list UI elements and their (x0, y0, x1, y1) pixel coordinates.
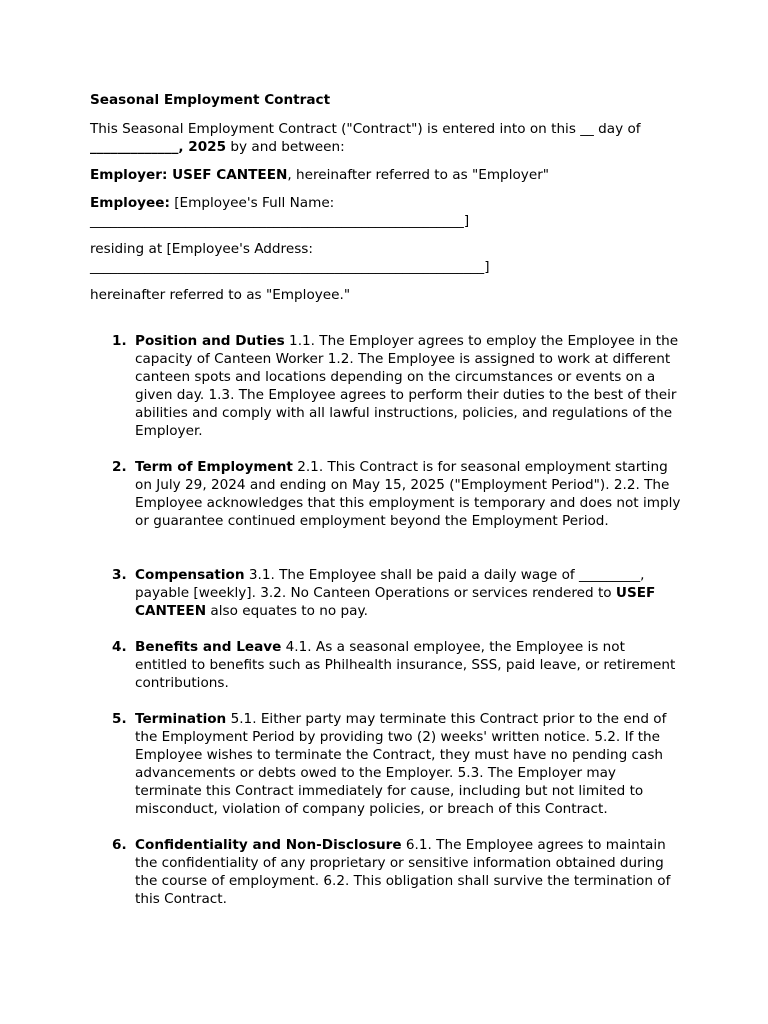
clause-text: 3.1. The Employee shall be paid a daily wage of _________, payable [weekly]. 3.2. No Canteen Operations or services rendered to (135, 567, 645, 601)
clause-text-tail: also equates to no pay. (206, 603, 368, 619)
clause-heading: Termination (135, 711, 227, 727)
employee-address-prompt: residing at [Employee's Address: (90, 241, 313, 257)
employee-referred-paragraph: hereinafter referred to as "Employee." (90, 287, 351, 303)
clause-list (90, 332, 690, 908)
employer-text: , hereinafter referred to as "Employer" (287, 167, 550, 183)
clause-compensation (90, 566, 681, 620)
clause-benefits-and-leave (90, 638, 681, 692)
document-title: Seasonal Employment Contract (90, 92, 331, 108)
clause-heading: Benefits and Leave (135, 639, 282, 655)
clause-number: 6. (112, 837, 127, 853)
clause-confidentiality (90, 836, 681, 908)
intro-paragraph (90, 120, 690, 156)
clause-number: 2. (112, 459, 127, 475)
intro-tail: by and between: (226, 139, 345, 155)
employer-label: Employer: USEF CANTEEN (90, 167, 288, 183)
clause-number: 1. (112, 333, 127, 349)
clause-number: 5. (112, 711, 127, 727)
clause-termination (90, 710, 681, 818)
employee-name-line: _______________________________________________________] (90, 213, 470, 229)
employee-address-paragraph (90, 240, 690, 276)
date-blank: _____________ (90, 139, 179, 155)
employer-paragraph (90, 166, 690, 184)
clause-term-of-employment (90, 458, 681, 530)
contract-year: , 2025 (178, 139, 227, 155)
clause-text: 4.1. As a seasonal employee, the Employee is not entitled to benefits such as Philhealth insurance, SSS, paid leave, or retirement contributions. (135, 639, 676, 691)
clause-text: 6.1. The Employee agrees to maintain the confidentiality of any proprietary or sensitive information obtained during the course of employment. 6.2. This obligation shall survive the termination of this Contract. (135, 837, 671, 907)
employee-name-paragraph (90, 194, 690, 230)
clause-heading: Position and Duties (135, 333, 285, 349)
contract-page (90, 90, 690, 926)
clause-position-and-duties (90, 332, 681, 440)
clause-heading: Confidentiality and Non-Disclosure (135, 837, 402, 853)
clause-heading: Compensation (135, 567, 245, 583)
clause-bold-employer: USEF CANTEEN (135, 585, 656, 619)
clause-text: 1.1. The Employer agrees to employ the Employee in the capacity of Canteen Worker 1.2. The Employee is assigned to work at different canteen spots and locations depending on the circumstances or events on a given day. 1.3. The Employee agrees to perform their duties to the best of their abilities and comply with all lawful instructions, policies, and regulations of the Employer. (135, 333, 679, 439)
employee-name-prompt: [Employee's Full Name: (169, 195, 335, 211)
intro-line: This Seasonal Employment Contract ("Contract") is entered into on this __ day of (90, 121, 641, 137)
employee-address-line: __________________________________________________________] (90, 259, 490, 275)
clause-number: 4. (112, 639, 127, 655)
employee-label: Employee: (90, 195, 170, 211)
clause-heading: Term of Employment (135, 459, 293, 475)
clause-text: 5.1. Either party may terminate this Contract prior to the end of the Employment Period by providing two (2) weeks' written notice. 5.2. If the Employee wishes to terminate the Contract, they must have no pending cash advancements or debts owed to the Employer. 5.3. The Employer may terminate this Contract immediately for cause, including but not limited to misconduct, violation of company policies, or breach of this Contract. (135, 711, 667, 817)
clause-text: 2.1. This Contract is for seasonal employment starting on July 29, 2024 and ending on May 15, 2025 ("Employment Period"). 2.2. The Employee acknowledges that this employment is temporary and does not imply or guarantee continued employment beyond the Employment Period. (135, 459, 681, 529)
clause-number: 3. (112, 567, 127, 583)
